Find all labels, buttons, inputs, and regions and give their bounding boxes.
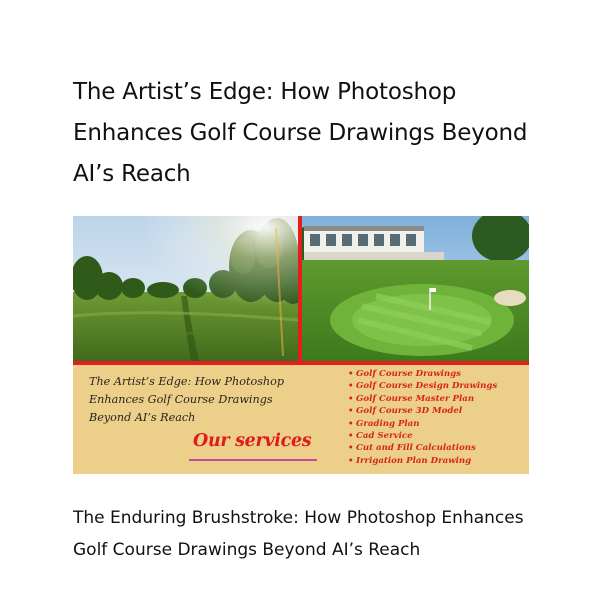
- service-label: Irrigation Plan Drawing: [356, 455, 472, 466]
- service-item: [348, 430, 497, 442]
- service-item: [348, 405, 497, 417]
- service-label: Cut and Fill Calculations: [356, 443, 476, 454]
- service-label: Grading Plan: [356, 418, 420, 429]
- service-item: [348, 368, 497, 380]
- featured-image[interactable]: [73, 216, 529, 474]
- post-excerpt: The Enduring Brushstroke: How Photoshop Enhances Golf Course Drawings Beyond AI’s Reach: [73, 508, 524, 560]
- bullet-icon: •: [348, 455, 354, 466]
- fairway-photo: [73, 216, 298, 361]
- service-label: Golf Course Drawings: [356, 369, 461, 379]
- services-list: [348, 368, 497, 467]
- service-label: Cad Service: [356, 431, 413, 442]
- bullet-icon: •: [348, 431, 354, 442]
- service-item: [348, 455, 497, 467]
- service-item: [348, 393, 497, 405]
- bullet-icon: •: [348, 443, 354, 454]
- services-banner: [73, 365, 529, 474]
- bullet-icon: •: [348, 393, 354, 404]
- service-item: [348, 442, 497, 454]
- banner-title: The Artist’s Edge: How Photoshop Enhances Golf Course Drawings Beyond AI’s Reach: [89, 375, 285, 424]
- bullet-icon: •: [348, 418, 354, 429]
- services-underline: [189, 459, 317, 461]
- bullet-icon: •: [348, 381, 354, 392]
- service-item: [348, 418, 497, 430]
- service-item: [348, 380, 497, 392]
- service-label: Golf Course Master Plan: [356, 393, 475, 404]
- post-title[interactable]: The Artist’s Edge: How Photoshop Enhances Golf Course Drawings Beyond AI’s Reach: [73, 79, 528, 187]
- service-label: Golf Course 3D Model: [356, 406, 463, 417]
- service-label: Golf Course Design Drawings: [356, 381, 498, 392]
- bullet-icon: •: [348, 406, 354, 417]
- bullet-icon: •: [348, 369, 354, 379]
- green-photo: [302, 216, 529, 361]
- services-heading: Our services: [193, 431, 312, 451]
